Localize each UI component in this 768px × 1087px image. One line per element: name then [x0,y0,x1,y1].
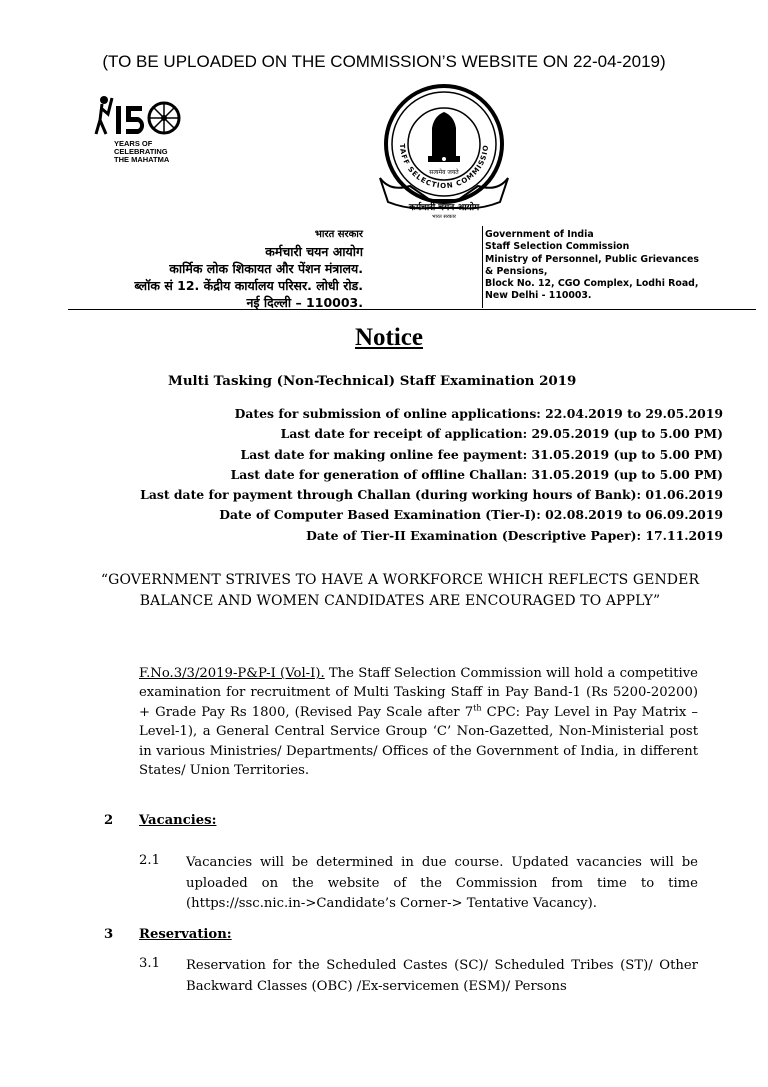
intro-superscript: th [473,703,482,713]
logo-line-3: THE MAHATMA [114,155,170,164]
english-address-line: Staff Selection Commission [485,241,630,253]
intro-text-b: CPC: Pay Level in Pay Matrix – Level-1), a General Central Service Group ‘C’ Non-Gazetted, Non-Ministerial post in various Ministries/ Departments/ Offices of the Government of India, in different States/ Union Territories. [139,704,698,779]
english-address-line: New Delhi - 110003. [485,290,592,302]
section-number: 2 [104,813,114,828]
emblem-ring-text: TAFF SELECTION COMMISSIO [397,143,491,191]
section-number: 3 [104,927,114,942]
date-row: Dates for submission of online applications: 22.04.2019 to 29.05.2019 [234,406,723,421]
emblem-hindi-name: कर्मचारी चयन आयोग [408,203,480,213]
important-dates [90,404,723,546]
hindi-address-line: कर्मचारी चयन आयोग [265,244,363,259]
date-row: Last date for payment through Challan (during working hours of Bank): 01.06.2019 [140,487,723,503]
english-address-line: Government of India [485,229,594,240]
notice-title: Notice [354,324,424,351]
file-reference: F.No.3/3/2019-P&P-I (Vol-I). [139,666,325,681]
upload-note: (TO BE UPLOADED ON THE COMMISSION’S WEBSITE ON 22-04-2019) [102,52,666,71]
subsection-text: Reservation for the Scheduled Castes (SC)/ Scheduled Tribes (ST)/ Other Backward Classes (OBC) /Ex-servicemen (ESM)/ Persons [186,958,698,994]
subsection-number: 2.1 [139,853,160,868]
date-row: Last date for receipt of application: 29.05.2019 (up to 5.00 PM) [280,426,723,442]
date-row: Date of Tier-II Examination (Descriptive Paper): 17.11.2019 [306,527,723,543]
gender-balance-quote: “GOVERNMENT STRIVES TO HAVE A WORKFORCE WHICH REFLECTS GENDER BALANCE AND WOMEN CANDIDATES ARE ENCOURAGED TO APPLY” [100,572,700,609]
english-address-line: Block No. 12, CGO Complex, Lodhi Road, [485,278,699,290]
date-row: Last date for making online fee payment: 31.05.2019 (up to 5.00 PM) [240,446,723,462]
ssc-emblem [370,82,518,230]
english-address-line: & Pensions, [485,265,548,277]
hindi-address-line: भारत सरकार [314,229,363,240]
subsection-text: Vacancies will be determined in due course. Updated vacancies will be uploaded on the website of the Commission from time to time (https://ssc.nic.in->Candidate’s Corner-> Tentative Vacancy). [186,855,698,911]
intro-text-a: The Staff Selection Commission will hold a competitive examination for recruitment of Multi Tasking Staff in Pay Band-1 (Rs 5200-20200) + Grade Pay Rs 1800, (Revised Pay Scale after 7 [139,666,698,720]
gandhi-figure-icon [92,94,202,144]
subsection-number: 3.1 [139,956,160,971]
exam-title: Multi Tasking (Non-Technical) Staff Examination 2019 [168,373,577,389]
logo-line-1: YEARS OF [114,139,153,148]
hindi-address-line: कार्मिक लोक शिकायत और पेंशन मंत्रालय. [169,261,363,276]
english-address [485,229,745,303]
intro-paragraph [139,664,698,780]
hindi-address-line: ब्लॉक सं 12. केंद्रीय कार्यालय परिसर. लोधी रोड. [134,278,363,293]
gandhi-150-logo [92,94,202,190]
date-row: Date of Computer Based Examination (Tier-I): 02.08.2019 to 06.09.2019 [219,507,723,523]
hindi-address [80,226,363,311]
logo-line-2: CELEBRATING [114,147,168,156]
hindi-address-line: नई दिल्ली – 110003. [246,295,363,310]
address-divider [482,226,483,308]
english-address-line: Ministry of Personnel, Public Grievances [485,253,699,265]
section-title-reservation: Reservation: [139,927,232,942]
header-divider [68,309,756,310]
emblem-motto: सत्यमेव जयते [429,169,459,176]
emblem-hindi-sub: भारत सरकार [432,214,456,220]
section-title-vacancies: Vacancies: [139,813,217,828]
date-row: Last date for generation of offline Challan: 31.05.2019 (up to 5.00 PM) [230,466,723,482]
